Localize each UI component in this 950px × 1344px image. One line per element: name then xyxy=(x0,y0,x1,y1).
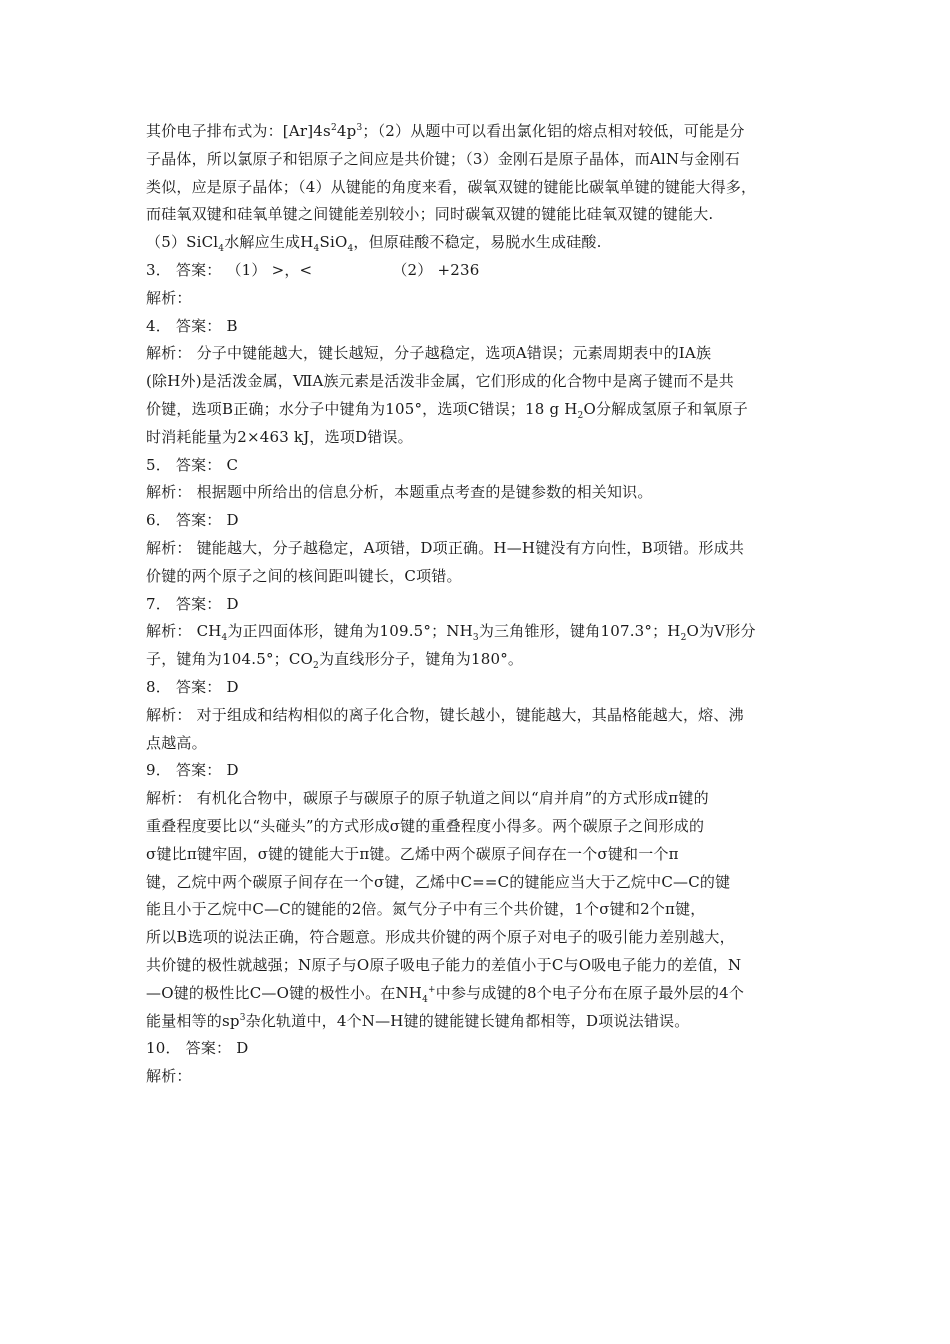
text-run: 重叠程度要比以“头碰头”的方式形成σ键的重叠程度小得多。两个碳原子之间形成的 xyxy=(146,816,705,835)
text-line xyxy=(146,924,816,952)
text-line xyxy=(146,702,816,730)
text-line xyxy=(146,424,816,452)
text-run: 解析： xyxy=(146,288,192,307)
text-run: 时消耗能量为2×463 kJ，选项D错误。 xyxy=(146,427,413,446)
subscript: 4 xyxy=(221,633,228,644)
text-line xyxy=(146,1063,816,1091)
text-run: 解析： 根据题中所给出的信息分析，本题重点考查的是键参数的相关知识。 xyxy=(146,483,653,502)
text-run: σ键比π键牢固，σ键的键能大于π键。乙烯中两个碳原子间存在一个σ键和一个π xyxy=(146,844,679,863)
text-run: 能量相等的sp xyxy=(146,1011,240,1030)
subscript: 4 xyxy=(347,244,354,255)
text-run: 7． 答案： D xyxy=(146,594,239,613)
text-run: 键，乙烷中两个碳原子间存在一个σ键，乙烯中C==C的键能应当大于乙烷中C—C的键 xyxy=(146,872,731,891)
text-run: 而硅氧双键和硅氧单键之间键能差别较小；同时碳氧双键的键能比硅氧双键的键能大. xyxy=(146,205,714,224)
subscript: 2 xyxy=(577,410,584,421)
text-run: 4． 答案： B xyxy=(146,316,238,335)
text-line xyxy=(146,257,816,285)
text-run: 能且小于乙烷中C—C的键能的2倍。氮气分子中有三个共价键，1个σ键和2个π键， xyxy=(146,900,706,919)
text-line xyxy=(146,174,816,202)
text-run: 解析： 对于组成和结构相似的离子化合物，键长越小，键能越大，其晶格能越大，熔、沸 xyxy=(146,705,744,724)
text-run: 解析： 键能越大，分子越稳定，A项错，D项正确。H—H键没有方向性，B项错。形成共 xyxy=(146,538,745,557)
superscript: 3 xyxy=(239,1012,246,1023)
text-line xyxy=(146,952,816,980)
text-run: ，但原硅酸不稳定，易脱水生成硅酸. xyxy=(353,233,602,252)
text-run: （2） +236 xyxy=(392,260,480,279)
text-run: 解析： 分子中键能越大，键长越短，分子越稳定，选项A错误；元素周期表中的ⅠA族 xyxy=(146,344,712,363)
text-line xyxy=(146,507,816,535)
subscript: 4 xyxy=(313,244,320,255)
subscript: 3 xyxy=(472,633,479,644)
subscript: 4 xyxy=(218,244,225,255)
superscript: + xyxy=(428,984,436,995)
text-line xyxy=(146,563,816,591)
text-line xyxy=(146,1008,816,1036)
text-run: 子晶体，所以氯原子和铝原子之间应是共价键；（3）金刚石是原子晶体，而AlN与金刚石 xyxy=(146,149,741,168)
text-run: 水解应生成H xyxy=(224,233,314,252)
text-line xyxy=(146,618,816,646)
text-run: 点越高。 xyxy=(146,733,207,752)
text-run: 解析： xyxy=(146,1067,192,1086)
superscript: 3 xyxy=(356,123,363,133)
subscript: 2 xyxy=(313,661,319,672)
text-line xyxy=(146,591,816,619)
text-line xyxy=(146,118,816,146)
text-run: 类似，应是原子晶体；（4）从键能的角度来看，碳氧双键的键能比碳氧单键的键能大得多， xyxy=(146,177,757,196)
text-run: —O键的极性比C—O键的极性小。在NH xyxy=(146,983,423,1002)
text-run: （5）SiCl xyxy=(146,233,219,252)
text-line xyxy=(146,229,816,257)
text-run: 为三角锥形，键角107.3°；H xyxy=(478,622,681,641)
text-run: 为正四面体形，键角为109.5°；NH xyxy=(227,622,473,641)
text-run: 价键，选项B正确；水分子中键角为105°，选项C错误；18 g H xyxy=(146,399,578,418)
text-run: 所以B选项的说法正确，符合题意。形成共价键的两个原子对电子的吸引能力差别越大， xyxy=(146,928,735,947)
text-line xyxy=(146,368,816,396)
text-run: 9． 答案： D xyxy=(146,761,239,780)
text-line xyxy=(146,535,816,563)
subscript: 2 xyxy=(680,633,687,644)
text-line xyxy=(146,980,816,1008)
superscript: 2 xyxy=(330,123,337,133)
text-run: 3． 答案： （1） >，< xyxy=(146,260,313,279)
text-run: 解析： CH xyxy=(146,622,222,641)
text-run: 6． 答案： D xyxy=(146,511,239,530)
text-run: 共价键的极性就越强；N原子与O原子吸电子能力的差值小于C与O吸电子能力的差值，N xyxy=(146,955,742,974)
text-run: SiO xyxy=(319,233,348,252)
text-run: 杂化轨道中，4个N—H键的键能键长键角都相等，D项说法错误。 xyxy=(245,1011,690,1030)
text-line xyxy=(146,340,816,368)
text-line xyxy=(146,785,816,813)
text-line xyxy=(146,869,816,897)
text-line xyxy=(146,841,816,869)
answer-text-block xyxy=(146,118,816,1091)
text-line xyxy=(146,479,816,507)
text-run: 解析： 有机化合物中，碳原子与碳原子的原子轨道之间以“肩并肩”的方式形成π键的 xyxy=(146,789,709,808)
text-line xyxy=(146,313,816,341)
text-line xyxy=(146,674,816,702)
text-run: 子，键角为104.5°；CO xyxy=(146,650,314,669)
text-line xyxy=(146,646,816,674)
text-run: O为V形分 xyxy=(686,622,756,641)
text-run: 中参与成键的8个电子分布在原子最外层的4个 xyxy=(435,983,745,1002)
text-run: 5． 答案： C xyxy=(146,455,239,474)
subscript: 4 xyxy=(422,994,429,1005)
text-line xyxy=(146,896,816,924)
text-run: 4p xyxy=(336,122,357,140)
text-line xyxy=(146,452,816,480)
text-run: 为直线形分子，键角为180°。 xyxy=(318,650,524,669)
text-run: 价键的两个原子之间的核间距叫键长，C项错。 xyxy=(146,566,462,585)
text-line xyxy=(146,757,816,785)
text-run: ；（2）从题中可以看出氯化铝的熔点相对较低，可能是分 xyxy=(362,122,745,140)
text-line xyxy=(146,285,816,313)
text-line xyxy=(146,396,816,424)
text-line xyxy=(146,201,816,229)
text-line xyxy=(146,730,816,758)
text-line xyxy=(146,146,816,174)
text-run: O分解成氢原子和氧原子 xyxy=(583,399,748,418)
text-line xyxy=(146,813,816,841)
text-run: (除H外)是活泼金属，ⅦA族元素是活泼非金属，它们形成的化合物中是离子键而不是共 xyxy=(146,372,734,391)
text-run: 10． 答案： D xyxy=(146,1039,249,1058)
text-run: 其价电子排布式为：[Ar]4s xyxy=(146,122,331,140)
text-run: 8． 答案： D xyxy=(146,677,239,696)
text-line xyxy=(146,1035,816,1063)
